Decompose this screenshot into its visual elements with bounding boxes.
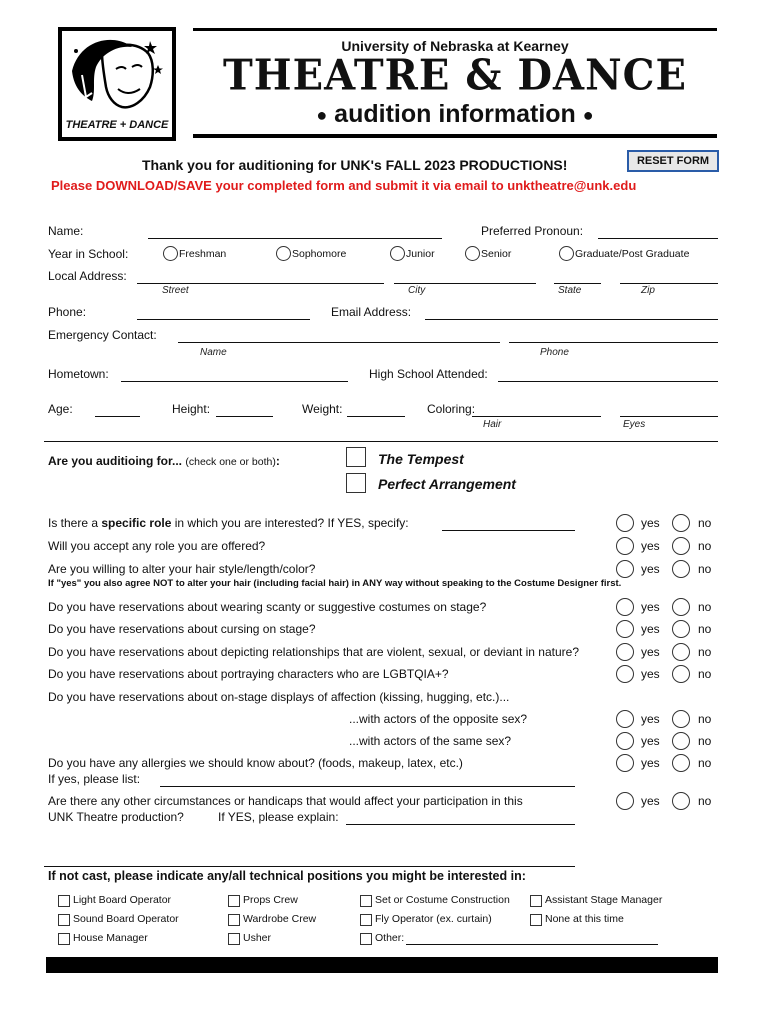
state-field[interactable] [554,283,601,284]
no-radio-affection-opposite[interactable] [672,710,690,728]
question-specific-role: Is there a specific role in which you are interested? If YES, specify: [48,516,409,530]
tech-title: If not cast, please indicate any/all technical positions you might be interested in: [48,869,526,883]
no-radio-specific-role[interactable] [672,514,690,532]
emergency-name-field[interactable] [178,342,500,343]
section-divider [44,441,718,442]
email-field[interactable] [425,319,718,320]
high-school-label: High School Attended: [369,367,488,381]
pronoun-label: Preferred Pronoun: [481,224,584,238]
age-label: Age: [48,402,73,416]
tech-position-label: Fly Operator (ex. curtain) [375,913,492,925]
yes-label: yes [641,562,660,576]
year-junior-radio[interactable] [390,246,405,261]
yes-label: yes [641,712,660,726]
no-label: no [698,516,712,530]
weight-field[interactable] [347,416,405,417]
year-label: Year in School: [48,247,129,261]
pronoun-field[interactable] [598,238,718,239]
question-accept-role: Will you accept any role you are offered? [48,539,266,553]
no-radio-circumstances[interactable] [672,792,690,810]
tech-position-label: Assistant Stage Manager [545,894,663,906]
subtitle: ● audition information ● [316,100,594,128]
question-affection: Do you have reservations about on-stage displays of affection (kissing, hugging, etc.)... [48,690,510,704]
checkbox-wardrobe-crew[interactable] [228,914,240,926]
auditioning-prompt: Are you auditioing for... (check one or both): [48,454,280,468]
yes-radio-relationships[interactable] [616,643,634,661]
street-field[interactable] [137,283,384,284]
no-radio-alter-hair[interactable] [672,560,690,578]
other-position-field[interactable] [406,944,658,945]
hair-caption: Hair [483,419,502,430]
coloring-label: Coloring: [427,402,476,416]
question-cursing: Do you have reservations about cursing on stage? [48,622,316,636]
footer-bar [46,957,718,973]
yes-radio-costumes[interactable] [616,598,634,616]
email-label: Email Address: [331,305,412,319]
height-field[interactable] [216,416,273,417]
header-rule-bottom [193,134,717,138]
question-allergies: Do you have any allergies we should know about? (foods, makeup, latex, etc.) [48,756,463,770]
tech-position-label: None at this time [545,913,624,925]
yes-label: yes [641,622,660,636]
yes-radio-circumstances[interactable] [616,792,634,810]
no-label: no [698,539,712,553]
yes-label: yes [641,645,660,659]
header-rule-top [193,28,717,31]
ec-phone-caption: Phone [540,347,569,358]
tech-position-label: Light Board Operator [73,894,172,906]
tech-position-label: Wardrobe Crew [243,913,317,925]
no-radio-cursing[interactable] [672,620,690,638]
state-caption: State [558,285,582,296]
question-circumstances: Are there any other circumstances or handicaps that would affect your participation in this [48,794,523,808]
tech-position-label: Set or Costume Construction [375,894,510,906]
tempest-checkbox[interactable] [346,447,366,467]
year-graduate-radio[interactable] [559,246,574,261]
no-label: no [698,562,712,576]
tech-position-label: Other: [375,932,405,944]
no-label: no [698,622,712,636]
checkbox-set-or-costume-construction[interactable] [360,895,372,907]
no-radio-relationships[interactable] [672,643,690,661]
checkbox-assistant-stage-manager[interactable] [530,895,542,907]
circumstances-explain-label: If YES, please explain: [218,810,339,824]
year-option: Junior [406,248,435,260]
zip-field[interactable] [620,283,718,284]
no-label: no [698,734,712,748]
question-affection-same: ...with actors of the same sex? [349,734,512,748]
tech-position-label: Usher [243,932,272,944]
weight-label: Weight: [302,402,343,416]
emergency-label: Emergency Contact: [48,328,157,342]
question-costumes: Do you have reservations about wearing scanty or suggestive costumes on stage? [48,600,487,614]
city-caption: City [408,285,426,296]
year-option: Sophomore [292,248,347,260]
show-title: The Tempest [378,451,464,467]
checkbox-fly-operator-ex-curtain[interactable] [360,914,372,926]
eyes-caption: Eyes [623,419,646,430]
no-radio-allergies[interactable] [672,754,690,772]
yes-label: yes [641,734,660,748]
high-school-field[interactable] [498,381,718,382]
zip-caption: Zip [641,285,655,296]
university-name: University of Nebraska at Kearney [341,38,569,54]
thanks-text: Thank you for auditioning for UNK's FALL 2023 PRODUCTIONS! [142,157,568,173]
checkbox-usher[interactable] [228,933,240,945]
bullet-icon: ● [316,104,328,125]
yes-radio-specific-role[interactable] [616,514,634,532]
year-option: Freshman [179,248,227,260]
checkbox-house-manager[interactable] [58,933,70,945]
logo [58,27,176,141]
yes-radio-affection-same[interactable] [616,732,634,750]
question-alter-hair: Are you willing to alter your hair style/length/color? [48,562,316,576]
hair-note: If "yes" you also agree NOT to alter your hair (including facial hair) in ANY way without speaking to the Costume Designer first. [48,578,622,589]
no-label: no [698,600,712,614]
height-label: Height: [172,402,211,416]
tech-position-label: Props Crew [243,894,298,906]
perfect-arrangement-checkbox[interactable] [346,473,366,493]
year-senior-radio[interactable] [465,246,480,261]
allergies-field[interactable] [160,786,575,787]
tech-divider [44,866,575,867]
checkbox-other[interactable] [360,933,372,945]
name-label: Name: [48,224,84,238]
yes-label: yes [641,794,660,808]
street-caption: Street [162,285,189,296]
no-label: no [698,645,712,659]
yes-radio-cursing[interactable] [616,620,634,638]
hometown-label: Hometown: [48,367,109,381]
eyes-field[interactable] [620,416,718,417]
bullet-icon: ● [582,104,594,125]
question-lgbtqia: Do you have reservations about portraying characters who are LGBTQIA+? [48,667,449,681]
circumstances-field[interactable] [346,824,575,825]
no-radio-lgbtqia[interactable] [672,665,690,683]
checkbox-light-board-operator[interactable] [58,895,70,907]
yes-label: yes [641,539,660,553]
emergency-phone-field[interactable] [509,342,718,343]
yes-radio-accept-role[interactable] [616,537,634,555]
question-circumstances-2: UNK Theatre production? [48,810,184,824]
no-radio-affection-same[interactable] [672,732,690,750]
question-affection-opposite: ...with actors of the opposite sex? [349,712,528,726]
specific-role-field[interactable] [442,530,575,531]
name-field[interactable] [148,238,442,239]
checkbox-none-at-this-time[interactable] [530,914,542,926]
no-label: no [698,794,712,808]
year-sophomore-radio[interactable] [276,246,291,261]
age-field[interactable] [95,416,140,417]
yes-label: yes [641,667,660,681]
phone-field[interactable] [137,319,310,320]
no-radio-costumes[interactable] [672,598,690,616]
yes-label: yes [641,600,660,614]
reset-form-button[interactable]: RESET FORM [627,150,719,172]
checkbox-props-crew[interactable] [228,895,240,907]
checkbox-sound-board-operator[interactable] [58,914,70,926]
year-freshman-radio[interactable] [163,246,178,261]
show-title: Perfect Arrangement [378,476,516,492]
yes-radio-alter-hair[interactable] [616,560,634,578]
phone-label: Phone: [48,305,87,319]
no-label: no [698,756,712,770]
question-relationships: Do you have reservations about depicting relationships that are violent, sexual, or deviant in nature? [48,645,579,659]
yes-label: yes [641,516,660,530]
allergies-list-label: If yes, please list: [48,772,141,786]
tech-position-label: House Manager [73,932,148,944]
local-address-label: Local Address: [48,269,127,283]
yes-radio-lgbtqia[interactable] [616,665,634,683]
no-label: no [698,712,712,726]
logo-text: THEATRE + DANCE [65,119,169,131]
no-label: no [698,667,712,681]
instruction-text: Please DOWNLOAD/SAVE your completed form and submit it via email to unktheatre@unk.edu [51,178,637,193]
yes-radio-affection-opposite[interactable] [616,710,634,728]
yes-label: yes [641,756,660,770]
yes-radio-allergies[interactable] [616,754,634,772]
hair-field[interactable] [472,416,601,417]
year-option: Graduate/Post Graduate [575,248,690,260]
tech-position-label: Sound Board Operator [73,913,179,925]
no-radio-accept-role[interactable] [672,537,690,555]
hometown-field[interactable] [121,381,348,382]
city-field[interactable] [394,283,536,284]
dept-title: THEATRE & DANCE [223,50,687,101]
year-option: Senior [481,248,512,260]
ec-name-caption: Name [200,347,227,358]
